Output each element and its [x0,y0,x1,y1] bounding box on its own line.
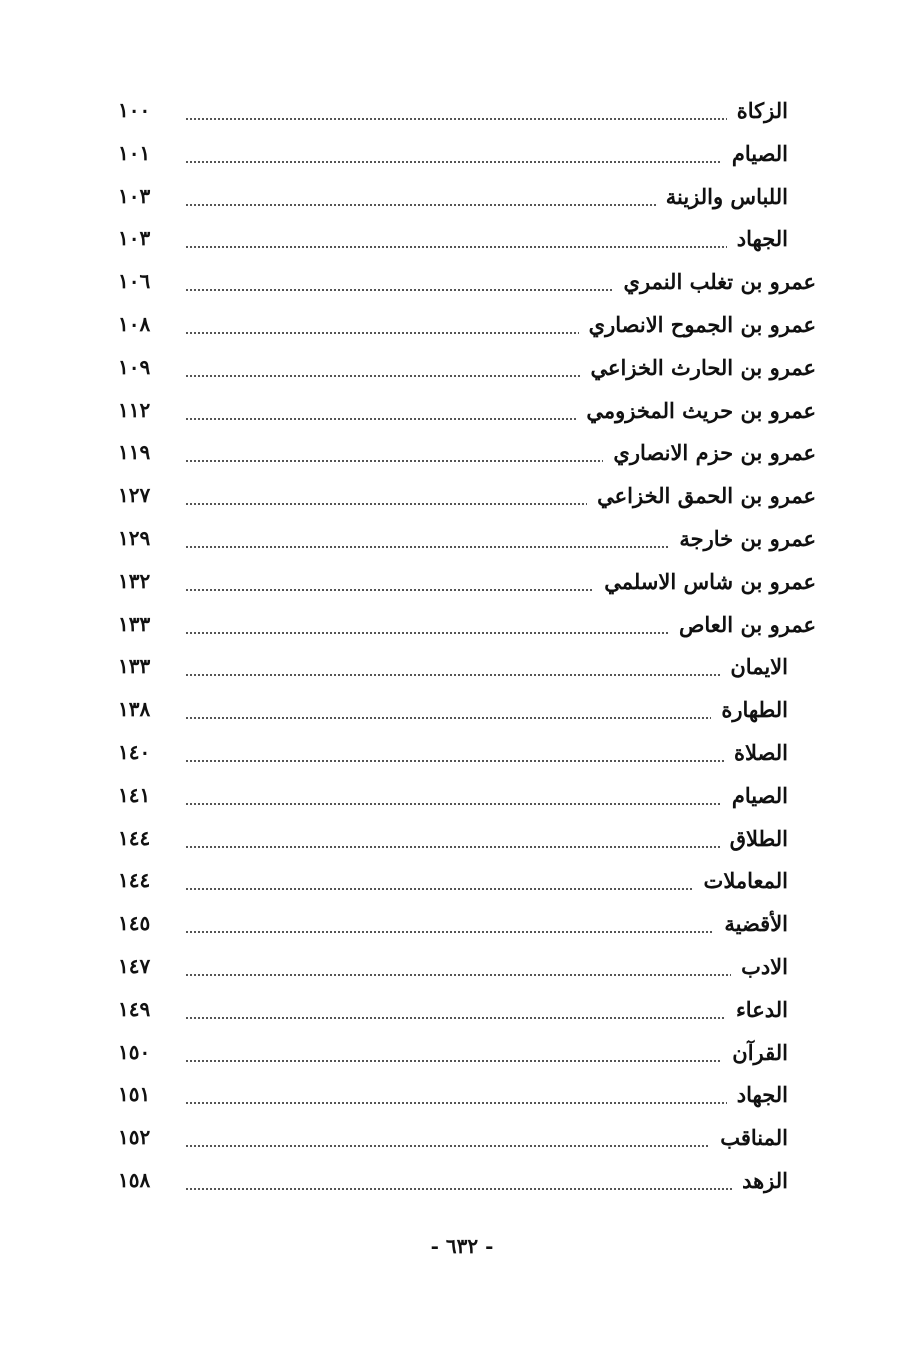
table-of-contents [0,92,924,1205]
toc-entry-title: عمرو بن الحمق الخزاعي [587,483,816,508]
toc-subentry [0,948,924,991]
toc-entry-page-number: ١١٩ [118,440,151,465]
toc-entry-page-number: ١٠٣ [118,183,151,208]
toc-subentry [0,135,924,178]
toc-entry-page-number: ١٠٠ [118,98,151,122]
toc-subentry [0,220,924,263]
toc-entry [0,263,924,306]
toc-entry-title: الطلاق [720,826,788,851]
toc-subentry [0,905,924,948]
dot-leader [186,974,788,976]
toc-entry [0,606,924,649]
toc-entry-title: عمرو بن حزم الانصاري [603,440,816,465]
toc-subentry [0,862,924,905]
dot-leader [186,1017,788,1019]
toc-entry-title: الصلاة [724,740,788,765]
dot-leader [186,161,788,163]
toc-entry-page-number: ١٠٨ [118,311,151,336]
toc-subentry [0,691,924,734]
toc-entry-page-number: ١٢٩ [118,525,151,550]
dot-leader [186,674,788,676]
toc-entry-page-number: ١١٢ [118,397,151,422]
toc-entry-title: عمرو بن العاص [669,612,816,637]
toc-entry-page-number: ١٤١ [118,782,151,807]
toc-entry-title: الزهد [732,1168,788,1193]
toc-entry-title: الصيام [722,141,788,166]
toc-entry-title: القرآن [722,1040,788,1065]
toc-entry-title: عمرو بن تغلب النمري [614,269,816,294]
toc-subentry [0,1162,924,1205]
toc-subentry [0,178,924,221]
toc-entry-title: الأقضية [714,911,788,936]
dot-leader [186,846,788,848]
toc-subentry [0,1076,924,1119]
toc-entry-page-number: ١٢٧ [118,483,151,508]
dot-leader [186,1145,788,1147]
toc-entry-title: الادب [731,954,788,979]
toc-entry-page-number: ١٣٢ [118,568,151,593]
dot-leader [186,1188,788,1190]
toc-entry-page-number: ١٤٤ [118,868,151,893]
toc-entry-page-number: ١٥٢ [118,1125,151,1150]
toc-subentry [0,648,924,691]
toc-entry-title: عمرو بن شاس الاسلمي [594,569,816,594]
toc-entry [0,477,924,520]
toc-entry-title: عمرو بن حريث المخزومي [576,398,816,423]
toc-entry-page-number: ١٠٣ [118,226,151,251]
dot-leader [186,246,788,248]
toc-entry-page-number: ١٥٠ [118,1039,151,1064]
dot-leader [186,803,788,805]
toc-entry-page-number: ١٠١ [118,140,151,165]
toc-entry [0,520,924,563]
toc-entry-title: الزكاة [727,98,788,123]
toc-entry-page-number: ١٣٣ [118,611,151,636]
toc-entry-title: عمرو بن الحارث الخزاعي [580,355,816,380]
toc-entry-page-number: ١٤٩ [118,996,151,1021]
toc-entry-page-number: ١٠٦ [118,269,151,294]
toc-entry-title: المناقب [710,1125,788,1150]
toc-entry-page-number: ١٤٠ [118,739,151,764]
toc-entry-title: الدعاء [726,997,788,1022]
toc-entry [0,349,924,392]
toc-subentry [0,1119,924,1162]
toc-entry-page-number: ١٤٥ [118,911,151,936]
toc-entry-title: عمرو بن الجموح الانصاري [579,312,816,337]
dot-leader [186,1102,788,1104]
dot-leader [186,931,788,933]
dot-leader [186,760,788,762]
toc-entry-page-number: ١٥٨ [118,1167,151,1192]
toc-entry-page-number: ١٤٤ [118,825,151,850]
toc-entry [0,434,924,477]
toc-entry-title: الصيام [722,783,788,808]
toc-subentry [0,1034,924,1077]
toc-entry-title: المعاملات [694,868,788,893]
toc-subentry [0,734,924,777]
toc-entry-title: الايمان [720,654,788,679]
toc-entry-page-number: ١٤٧ [118,953,151,978]
toc-entry-page-number: ١٣٨ [118,697,151,722]
toc-entry-page-number: ١٥١ [118,1082,151,1107]
toc-subentry [0,92,924,135]
toc-entry-page-number: ١٠٩ [118,354,151,379]
toc-entry-page-number: ١٣٣ [118,654,151,679]
toc-entry-title: الجهاد [727,1082,788,1107]
toc-entry [0,563,924,606]
toc-entry-title: اللباس والزينة [656,184,788,209]
toc-subentry [0,991,924,1034]
toc-subentry [0,777,924,820]
dot-leader [186,717,788,719]
dot-leader [186,1060,788,1062]
toc-entry [0,306,924,349]
toc-entry-title: عمرو بن خارجة [669,526,816,551]
toc-entry-title: الجهاد [727,226,788,251]
dot-leader [186,118,788,120]
toc-entry-title: الطهارة [711,697,788,722]
page-number-footer: - ٦٣٢ - [430,1234,494,1258]
toc-subentry [0,820,924,863]
toc-entry [0,392,924,435]
